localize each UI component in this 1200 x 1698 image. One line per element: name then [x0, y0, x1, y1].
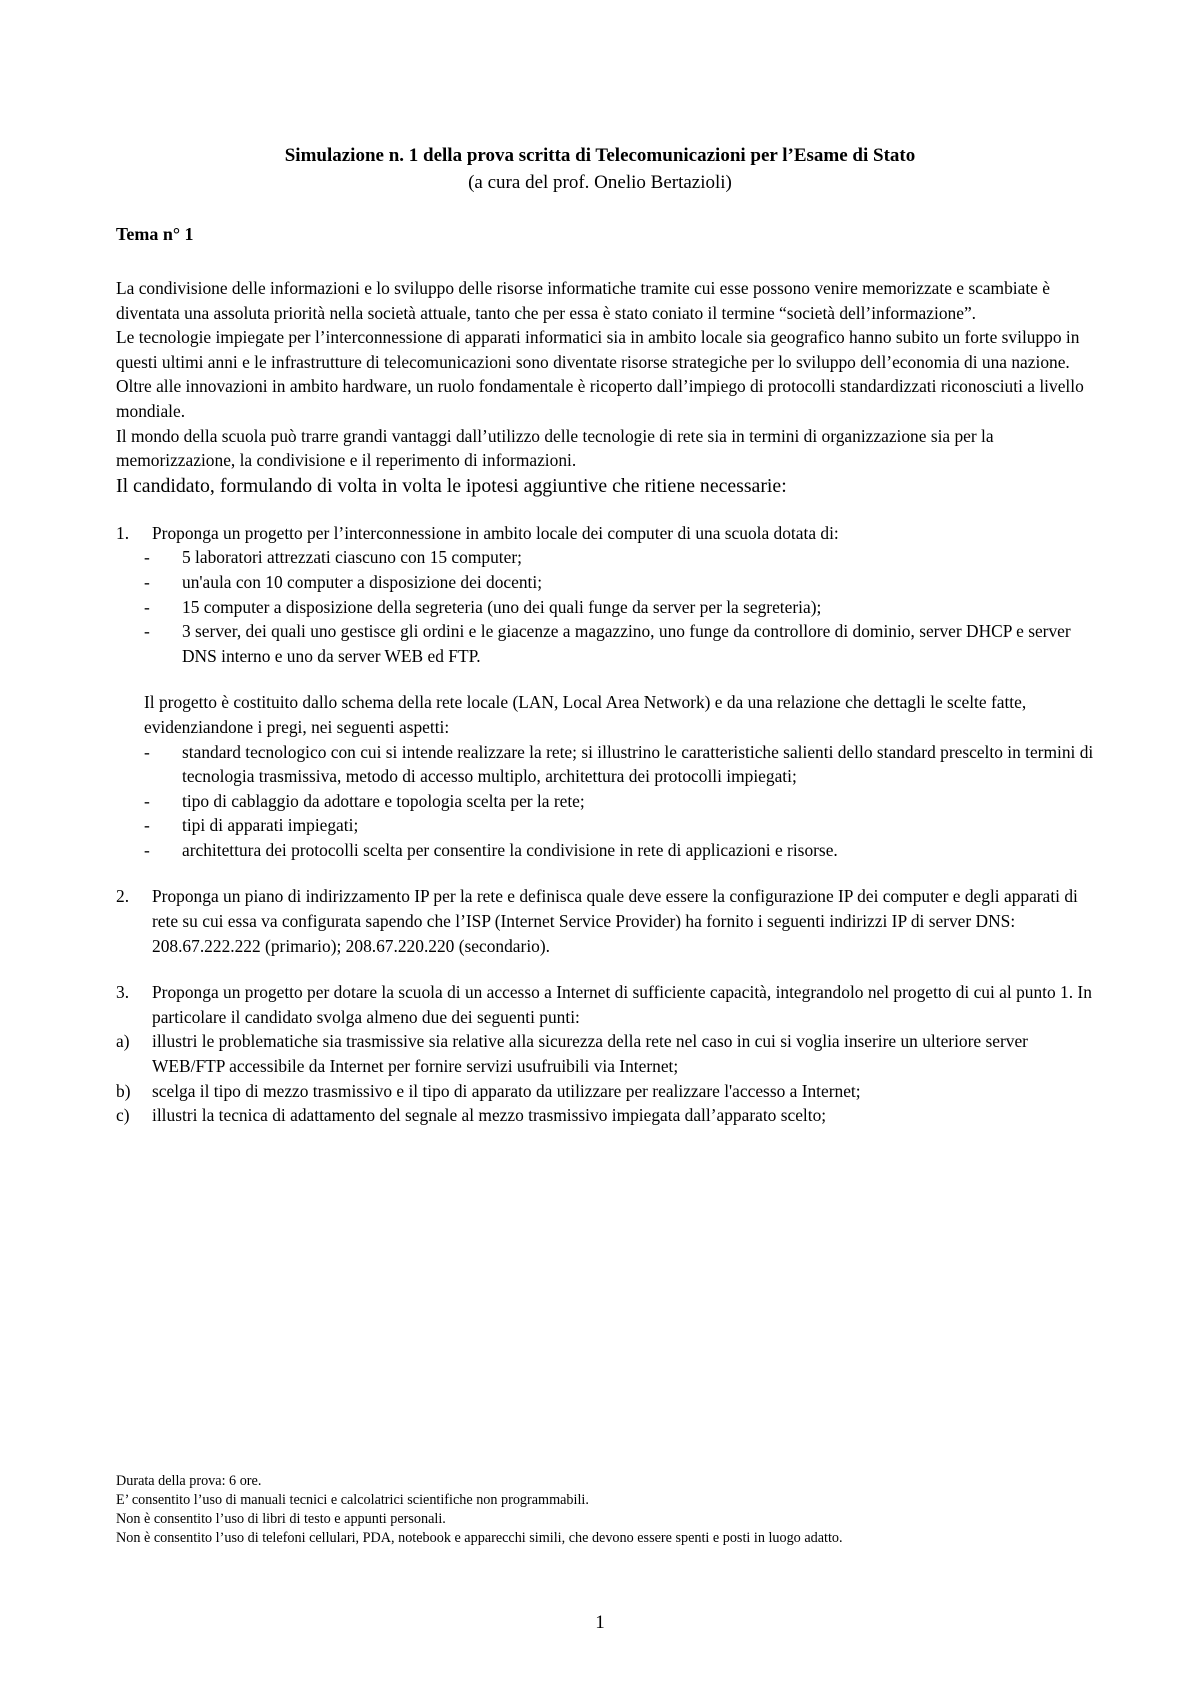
note-not-allowed-books: Non è consentito l’uso di libri di testo e appunti personali. [116, 1511, 446, 1527]
list-item [116, 1103, 1096, 1128]
point-letter: b) [116, 1080, 131, 1101]
list-item [116, 789, 1096, 814]
intro-paragraph-1: La condivisione delle informazioni e lo sviluppo delle risorse informatiche tramite cui esse possono venire memorizzate e scambiate è diventata una assoluta priorità nella società attuale, tanto che per essa è stato coniato il termine “società dell’informazione”. [116, 278, 1050, 323]
note-not-allowed-devices: Non è consentito l’uso di telefoni cellulari, PDA, notebook e apparecchi simili, che devono essere spenti e posti in luogo adatto. [116, 1530, 843, 1546]
list-item-text: illustri la tecnica di adattamento del segnale al mezzo trasmissivo impiegata dall’apparato scelto; [152, 1105, 827, 1126]
tema-heading: Tema n° 1 [116, 224, 194, 244]
list-item [116, 1079, 1096, 1104]
title-block [0, 142, 1200, 196]
dash-bullet: - [144, 596, 150, 617]
point-letter: c) [116, 1105, 130, 1126]
document-body [116, 276, 1096, 1128]
intro-paragraph-2: Le tecnologie impiegate per l’interconnessione di apparati informatici sia in ambito locale sia geografico hanno subito un forte sviluppo in questi ultimi anni e le infrastrutture di telecomunicazioni sono diventate risorse strategiche per lo sviluppo dell’economia di una nazione. Oltre alle innovazioni in ambito hardware, un ruolo fondamentale è ricoperto dall’impiego di protocolli standardizzati riconosciuti a livello mondiale. [116, 327, 1084, 421]
dash-bullet: - [144, 790, 150, 811]
list-item [116, 813, 1096, 838]
list-item-text: scelga il tipo di mezzo trasmissivo e il tipo di apparato da utilizzare per realizzare l'accesso a Internet; [152, 1080, 861, 1101]
dash-bullet: - [144, 815, 150, 836]
page-number: 1 [595, 1612, 605, 1633]
candidate-instruction: Il candidato, formulando di volta in volta le ipotesi aggiuntive che ritiene necessarie: [116, 474, 787, 497]
list-item [116, 619, 1096, 668]
list-item-text: tipo di cablaggio da adottare e topologia scelta per la rete; [182, 790, 585, 811]
list-item-text: 3 server, dei quali uno gestisce gli ordini e le giacenze a magazzino, uno funge da controllore di dominio, server DHCP e server DNS interno e uno da server WEB ed FTP. [182, 621, 1071, 666]
task-text: Proponga un progetto per dotare la scuola di un accesso a Internet di sufficiente capacità, integrandolo nel progetto di cui al punto 1. In particolare il candidato svolga almeno due dei seguenti punti: [152, 982, 1092, 1027]
task-item-3 [116, 980, 1096, 1029]
list-item-text: 15 computer a disposizione della segreteria (uno dei quali funge da server per la segreteria); [182, 596, 822, 617]
list-item [116, 545, 1096, 570]
point-letter: a) [116, 1031, 130, 1052]
list-item-text: tipi di apparati impiegati; [182, 815, 359, 836]
task-number: 2. [116, 886, 130, 907]
list-item-text: architettura dei protocolli scelta per consentire la condivisione in rete di applicazioni e risorse. [182, 839, 838, 860]
dash-bullet: - [144, 571, 150, 592]
note-allowed: E’ consentito l’uso di manuali tecnici e calcolatrici scientifiche non programmabili. [116, 1492, 589, 1508]
task-text: Proponga un piano di indirizzamento IP per la rete e definisca quale deve essere la configurazione IP dei computer e degli apparati di rete su cui essa va configurata sapendo che l’ISP (Internet Service Provider) ha fornito i seguenti indirizzi IP di server DNS: 208.67.222.222 (primario); 208.67.220.220 (secondario). [152, 886, 1078, 956]
list-item-text: un'aula con 10 computer a disposizione dei docenti; [182, 571, 543, 592]
list-item [116, 838, 1096, 863]
intro-paragraph-3: Il mondo della scuola può trarre grandi vantaggi dall’utilizzo delle tecnologie di rete sia in termini di organizzazione sia per la memorizzazione, la condivisione e il reperimento di informazioni. [116, 425, 994, 471]
task-item-2 [116, 884, 1096, 958]
list-item [116, 740, 1096, 789]
project-paragraph: Il progetto è costituito dallo schema della rete locale (LAN, Local Area Network) e da una relazione che dettagli le scelte fatte, evidenziandone i pregi, nei seguenti aspetti: [144, 692, 1027, 737]
exam-notes [116, 1472, 1096, 1548]
dash-bullet: - [144, 621, 150, 642]
task-number: 3. [116, 982, 130, 1003]
document-subtitle: (a cura del prof. Onelio Bertazioli) [468, 172, 732, 193]
note-duration: Durata della prova: 6 ore. [116, 1473, 262, 1489]
task-number: 1. [116, 522, 130, 543]
list-item [116, 595, 1096, 620]
document-title: Simulazione n. 1 della prova scritta di Telecomunicazioni per l’Esame di Stato [284, 145, 916, 166]
task-item-1 [116, 521, 1096, 546]
dash-bullet: - [144, 741, 150, 762]
list-item [116, 1029, 1096, 1078]
list-item [116, 570, 1096, 595]
dash-bullet: - [144, 839, 150, 860]
list-item-text: illustri le problematiche sia trasmissive sia relative alla sicurezza della rete nel caso in cui si voglia inserire un ulteriore server WEB/FTP accessibile da Internet per fornire servizi usufruibili via Internet; [152, 1031, 1028, 1077]
list-item-text: 5 laboratori attrezzati ciascuno con 15 computer; [182, 547, 522, 568]
list-item-text: standard tecnologico con cui si intende realizzare la rete; si illustrino le caratteristiche salienti dello standard prescelto in termini di tecnologia trasmissiva, metodo di accesso multiplo, architettura dei protocolli impiegati; [182, 741, 1094, 787]
dash-bullet: - [144, 547, 150, 568]
task-text: Proponga un progetto per l’interconnessione in ambito locale dei computer di una scuola dotata di: [152, 522, 839, 543]
